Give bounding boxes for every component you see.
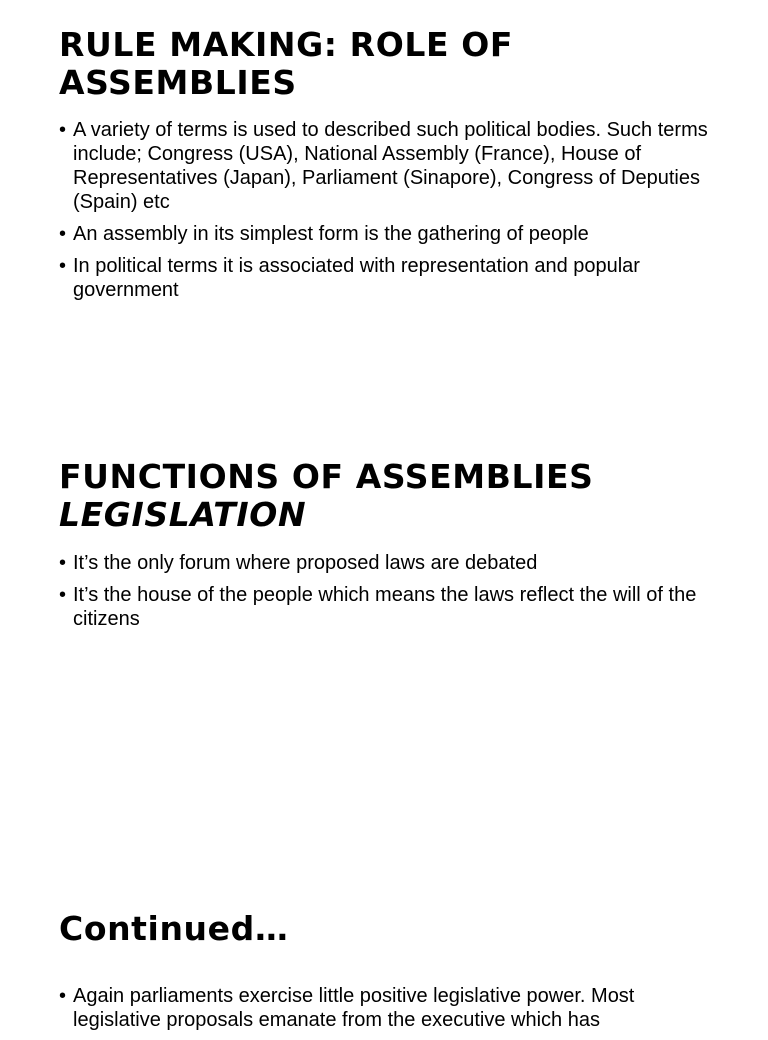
bullet-text: Again parliaments exercise little positive legislative power. Most legislative proposals emanate from the executive which has: [73, 985, 635, 1031]
slide-title-text: Continued…: [59, 909, 289, 948]
bullet-icon: •: [59, 584, 67, 606]
bullet-text: It’s the house of the people which means the laws reflect the will of the citizens: [73, 584, 697, 630]
bullet-icon: •: [59, 255, 67, 277]
slide-title: [59, 910, 288, 948]
bullet-text: It’s the only forum where proposed laws are debated: [73, 552, 538, 574]
bullet-icon: •: [59, 985, 67, 1007]
slide-title-text: RULE MAKING: ROLE OF ASSEMBLIES: [59, 25, 514, 102]
bullet-text: An assembly in its simplest form is the gathering of people: [73, 223, 589, 245]
bullet-icon: •: [59, 119, 67, 141]
bullet-list: [59, 984, 709, 1040]
bullet-text: In political terms it is associated with representation and popular government: [73, 255, 640, 301]
bullet-icon: •: [59, 552, 67, 574]
bullet-icon: •: [59, 223, 67, 245]
slide-subtitle: LEGISLATION: [59, 495, 307, 534]
slide-title-text: FUNCTIONS OF ASSEMBLIES: [59, 457, 594, 496]
list-item: [59, 984, 709, 1032]
bullet-text: A variety of terms is used to described such political bodies. Such terms include; Congress (USA), National Assembly (France), House of Representatives (Japan), Parliament (Sinapore), Congress of Deputies (Spain) etc: [73, 119, 708, 213]
